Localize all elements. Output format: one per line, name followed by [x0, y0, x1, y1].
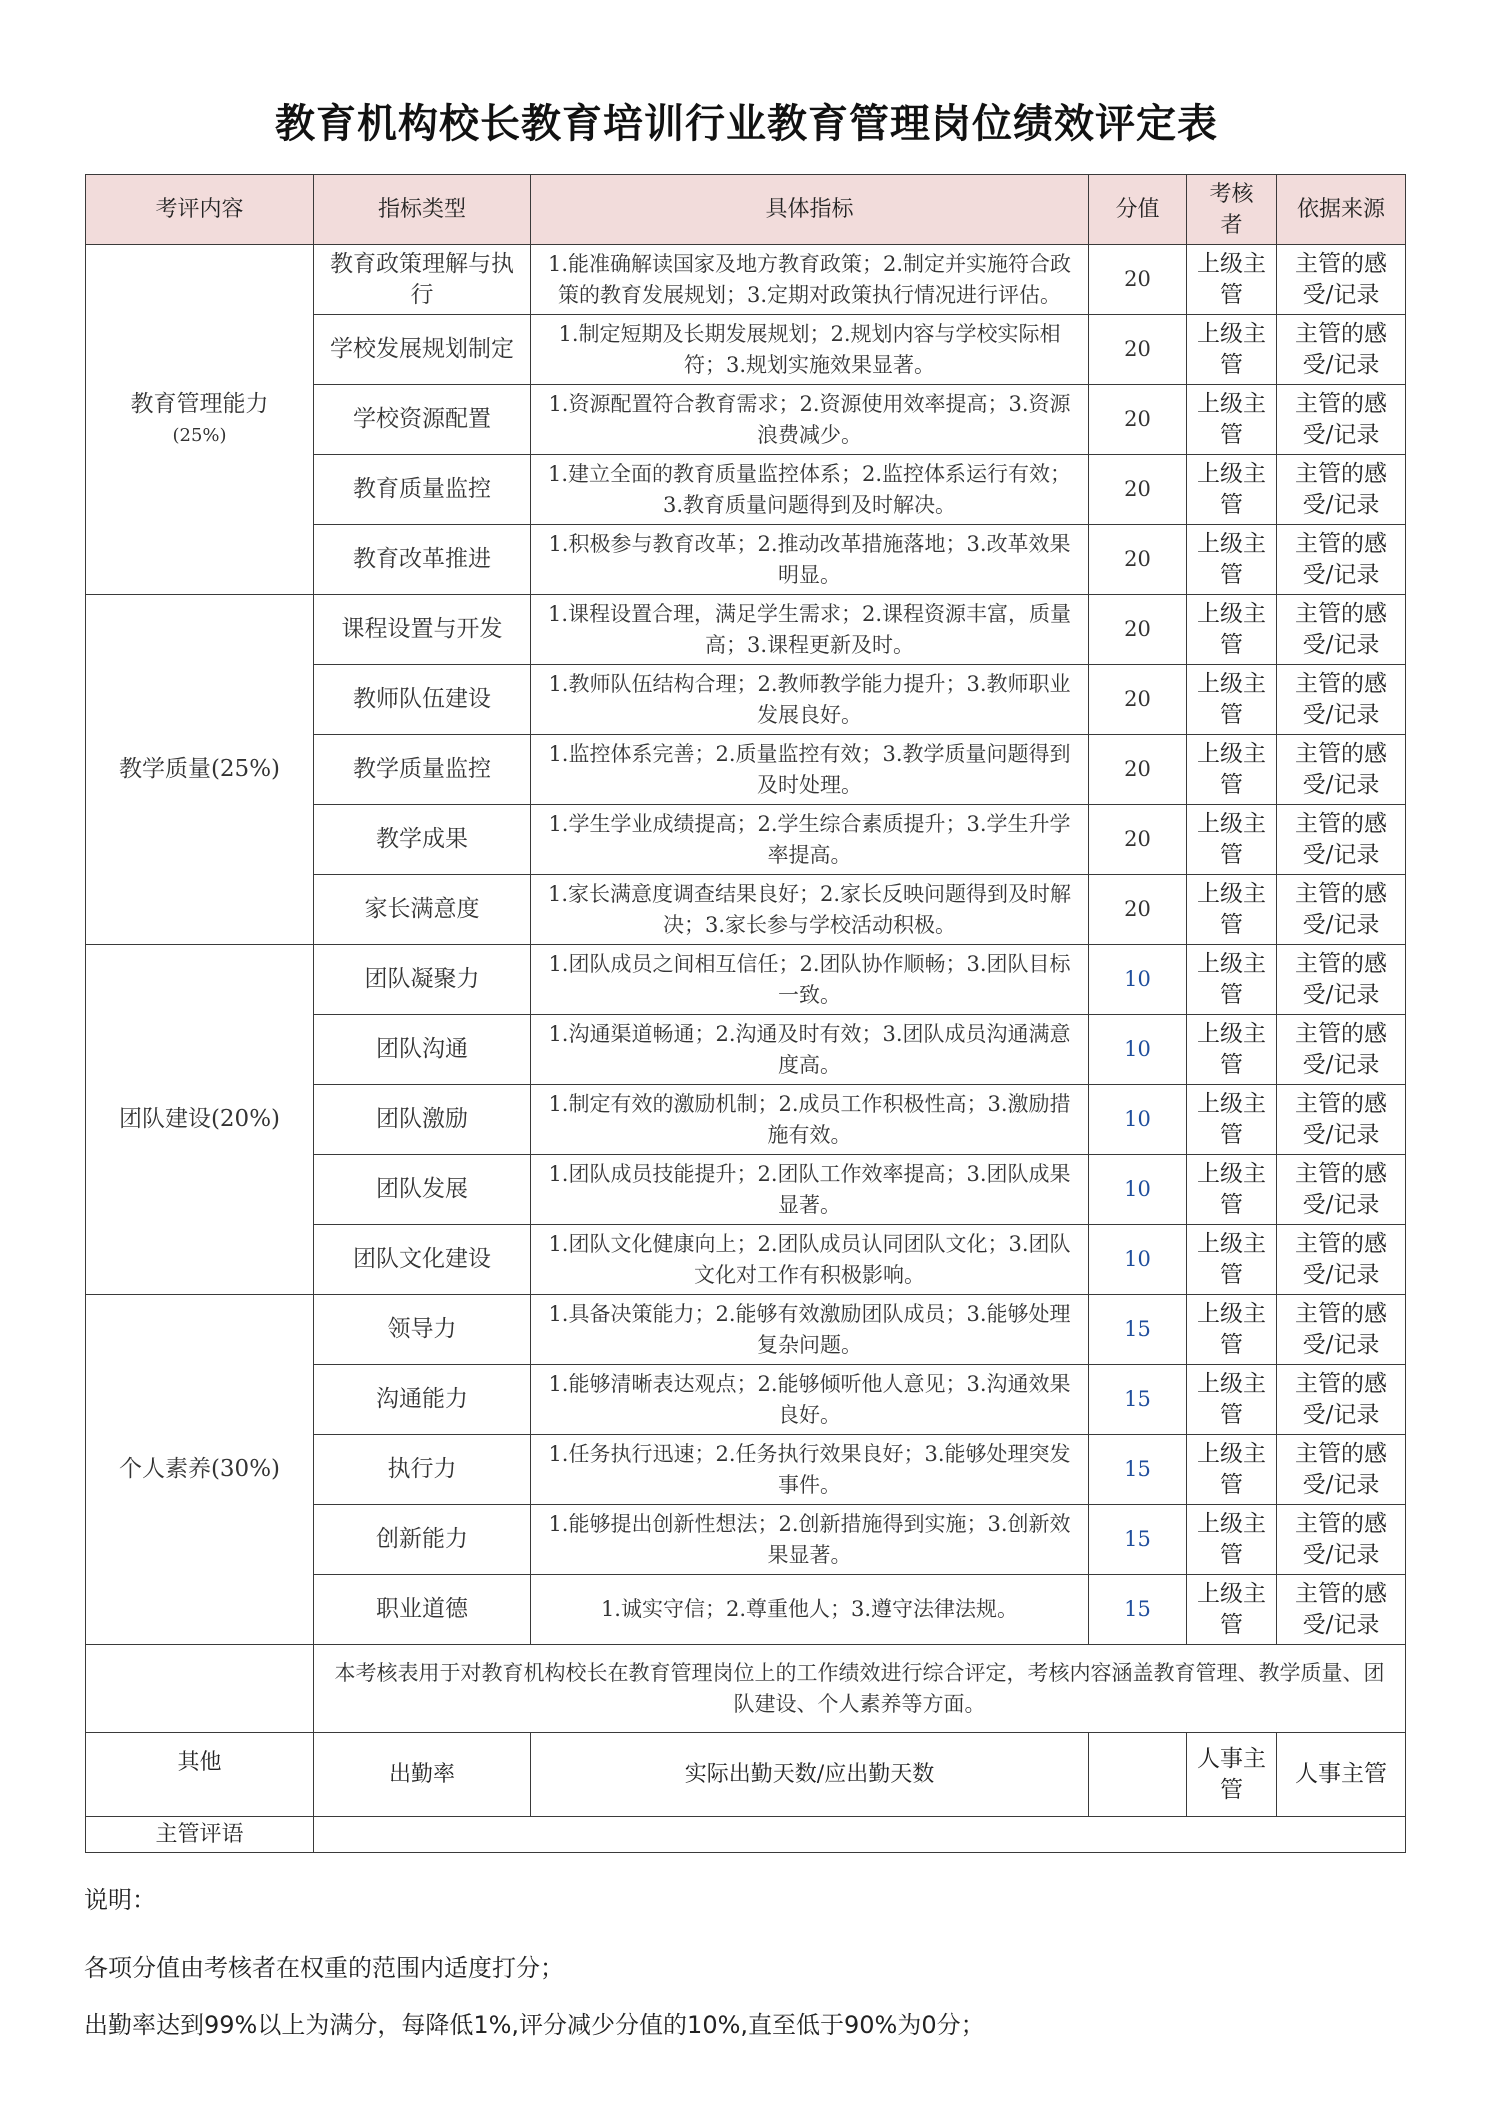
indicator-assessor: 上级主管: [1187, 385, 1277, 455]
indicator-score: 20: [1089, 735, 1187, 805]
indicator-assessor: 上级主管: [1187, 525, 1277, 595]
indicator-detail: 1.诚实守信；2.尊重他人；3.遵守法律法规。: [531, 1575, 1089, 1645]
indicator-detail: 1.监控体系完善；2.质量监控有效；3.教学质量问题得到及时处理。: [531, 735, 1089, 805]
indicator-source: 主管的感受/记录: [1277, 455, 1406, 525]
indicator-source: 主管的感受/记录: [1277, 595, 1406, 665]
indicator-detail: 1.制定有效的激励机制；2.成员工作积极性高；3.激励措施有效。: [531, 1085, 1089, 1155]
attendance-row: [86, 1733, 1406, 1817]
indicator-source: 主管的感受/记录: [1277, 735, 1406, 805]
indicator-type: 学校发展规划制定: [314, 315, 531, 385]
category-cell: [86, 945, 314, 1295]
summary-row: [86, 1645, 1406, 1733]
indicator-source: 主管的感受/记录: [1277, 245, 1406, 315]
indicator-assessor: 上级主管: [1187, 1435, 1277, 1505]
notes-section: [84, 1880, 1414, 2040]
indicator-score: 20: [1089, 385, 1187, 455]
header-detail: 具体指标: [531, 175, 1089, 245]
notes-label: 说明：: [84, 1886, 156, 1914]
indicator-type: 团队发展: [314, 1155, 531, 1225]
indicator-detail: 1.能够清晰表达观点；2.能够倾听他人意见；3.沟通效果良好。: [531, 1365, 1089, 1435]
indicator-detail: 1.沟通渠道畅通；2.沟通及时有效；3.团队成员沟通满意度高。: [531, 1015, 1089, 1085]
indicator-detail: 1.能准确解读国家及地方教育政策；2.制定并实施符合政策的教育发展规划；3.定期对政策执行情况进行评估。: [531, 245, 1089, 315]
indicator-score: 10: [1089, 1155, 1187, 1225]
category-cell: [86, 1295, 314, 1645]
indicator-type: 家长满意度: [314, 875, 531, 945]
indicator-type: 团队沟通: [314, 1015, 531, 1085]
indicator-detail: 1.制定短期及长期发展规划；2.规划内容与学校实际相符；3.规划实施效果显著。: [531, 315, 1089, 385]
indicator-assessor: 上级主管: [1187, 735, 1277, 805]
indicator-detail: 1.资源配置符合教育需求；2.资源使用效率提高；3.资源浪费减少。: [531, 385, 1089, 455]
indicator-detail: 1.教师队伍结构合理；2.教师教学能力提升；3.教师职业发展良好。: [531, 665, 1089, 735]
indicator-source: 主管的感受/记录: [1277, 805, 1406, 875]
indicator-score: 20: [1089, 875, 1187, 945]
indicator-detail: 1.能够提出创新性想法；2.创新措施得到实施；3.创新效果显著。: [531, 1505, 1089, 1575]
table-row: [86, 245, 1406, 315]
indicator-detail: 1.建立全面的教育质量监控体系；2.监控体系运行有效；3.教育质量问题得到及时解决。: [531, 455, 1089, 525]
category-cell: [86, 245, 314, 595]
indicator-source: 主管的感受/记录: [1277, 315, 1406, 385]
indicator-assessor: 上级主管: [1187, 875, 1277, 945]
indicator-score: 20: [1089, 525, 1187, 595]
indicator-detail: 1.家长满意度调查结果良好；2.家长反映问题得到及时解决；3.家长参与学校活动积极。: [531, 875, 1089, 945]
indicator-assessor: 上级主管: [1187, 945, 1277, 1015]
comment-row: [86, 1817, 1406, 1853]
other-label: 其他: [86, 1733, 314, 1817]
indicator-score: 20: [1089, 665, 1187, 735]
table-row: [86, 945, 1406, 1015]
indicator-score: 10: [1089, 1015, 1187, 1085]
indicator-score: 15: [1089, 1295, 1187, 1365]
attendance-type: 出勤率: [314, 1733, 531, 1817]
indicator-score: 10: [1089, 1225, 1187, 1295]
indicator-detail: 1.团队文化健康向上；2.团队成员认同团队文化；3.团队文化对工作有积极影响。: [531, 1225, 1089, 1295]
indicator-assessor: 上级主管: [1187, 1295, 1277, 1365]
indicator-source: 主管的感受/记录: [1277, 1225, 1406, 1295]
comment-field[interactable]: [314, 1817, 1406, 1853]
indicator-assessor: 上级主管: [1187, 1505, 1277, 1575]
summary-note: 本考核表用于对教育机构校长在教育管理岗位上的工作绩效进行综合评定，考核内容涵盖教育管理、教学质量、团队建设、个人素养等方面。: [314, 1645, 1406, 1733]
page-title: 教育机构校长教育培训行业教育管理岗位绩效评定表: [275, 101, 1218, 147]
indicator-type: 创新能力: [314, 1505, 531, 1575]
indicator-score: 10: [1089, 945, 1187, 1015]
comment-label: 主管评语: [86, 1817, 314, 1853]
indicator-type: 领导力: [314, 1295, 531, 1365]
header-content: 考评内容: [86, 175, 314, 245]
indicator-type: 教学质量监控: [314, 735, 531, 805]
indicator-score: 15: [1089, 1575, 1187, 1645]
indicator-score: 20: [1089, 595, 1187, 665]
indicator-score: 20: [1089, 245, 1187, 315]
indicator-score: 20: [1089, 805, 1187, 875]
indicator-type: 教学成果: [314, 805, 531, 875]
indicator-source: 主管的感受/记录: [1277, 1575, 1406, 1645]
table-header-row: [86, 175, 1406, 245]
attendance-detail: 实际出勤天数/应出勤天数: [531, 1733, 1089, 1817]
indicator-source: 主管的感受/记录: [1277, 1015, 1406, 1085]
indicator-score: 15: [1089, 1435, 1187, 1505]
indicator-source: 主管的感受/记录: [1277, 875, 1406, 945]
indicator-source: 主管的感受/记录: [1277, 1085, 1406, 1155]
evaluation-table-body: [86, 175, 1406, 1853]
indicator-type: 课程设置与开发: [314, 595, 531, 665]
indicator-type: 沟通能力: [314, 1365, 531, 1435]
indicator-type: 教育改革推进: [314, 525, 531, 595]
indicator-source: 主管的感受/记录: [1277, 385, 1406, 455]
evaluation-table: [85, 174, 1406, 1853]
indicator-score: 10: [1089, 1085, 1187, 1155]
indicator-score: 15: [1089, 1365, 1187, 1435]
indicator-source: 主管的感受/记录: [1277, 1365, 1406, 1435]
attendance-score: [1089, 1733, 1187, 1817]
indicator-score: 20: [1089, 315, 1187, 385]
indicator-assessor: 上级主管: [1187, 1225, 1277, 1295]
summary-empty-cell: [86, 1645, 314, 1733]
indicator-source: 主管的感受/记录: [1277, 665, 1406, 735]
indicator-detail: 1.学生学业成绩提高；2.学生综合素质提升；3.学生升学率提高。: [531, 805, 1089, 875]
indicator-detail: 1.团队成员之间相互信任；2.团队协作顺畅；3.团队目标一致。: [531, 945, 1089, 1015]
category-name: 教育管理能力: [130, 390, 269, 417]
indicator-type: 教师队伍建设: [314, 665, 531, 735]
indicator-assessor: 上级主管: [1187, 665, 1277, 735]
indicator-assessor: 上级主管: [1187, 805, 1277, 875]
indicator-type: 学校资源配置: [314, 385, 531, 455]
attendance-source: 人事主管: [1277, 1733, 1406, 1817]
indicator-assessor: 上级主管: [1187, 1015, 1277, 1085]
indicator-detail: 1.课程设置合理，满足学生需求；2.课程资源丰富，质量高；3.课程更新及时。: [531, 595, 1089, 665]
indicator-detail: 1.积极参与教育改革；2.推动改革措施落地；3.改革效果明显。: [531, 525, 1089, 595]
header-source: 依据来源: [1277, 175, 1406, 245]
category-weight: (25%): [172, 424, 227, 446]
table-row: [86, 595, 1406, 665]
indicator-type: 教育政策理解与执行: [314, 245, 531, 315]
indicator-type: 团队凝聚力: [314, 945, 531, 1015]
attendance-assessor: 人事主管: [1187, 1733, 1277, 1817]
indicator-assessor: 上级主管: [1187, 1155, 1277, 1225]
indicator-source: 主管的感受/记录: [1277, 1155, 1406, 1225]
indicator-type: 职业道德: [314, 1575, 531, 1645]
indicator-assessor: 上级主管: [1187, 315, 1277, 385]
indicator-type: 教育质量监控: [314, 455, 531, 525]
indicator-assessor: 上级主管: [1187, 1365, 1277, 1435]
indicator-assessor: 上级主管: [1187, 1575, 1277, 1645]
indicator-score: 15: [1089, 1505, 1187, 1575]
indicator-source: 主管的感受/记录: [1277, 1295, 1406, 1365]
category-name: 团队建设(20%): [118, 1106, 281, 1132]
indicator-type: 执行力: [314, 1435, 531, 1505]
table-row: [86, 1295, 1406, 1365]
header-type: 指标类型: [314, 175, 531, 245]
indicator-assessor: 上级主管: [1187, 455, 1277, 525]
indicator-assessor: 上级主管: [1187, 595, 1277, 665]
indicator-detail: 1.团队成员技能提升；2.团队工作效率提高；3.团队成果显著。: [531, 1155, 1089, 1225]
indicator-source: 主管的感受/记录: [1277, 525, 1406, 595]
category-name: 教学质量(25%): [118, 756, 281, 782]
notes-line: 各项分值由考核者在权重的范围内适度打分；: [84, 1954, 564, 1982]
indicator-assessor: 上级主管: [1187, 245, 1277, 315]
indicator-assessor: 上级主管: [1187, 1085, 1277, 1155]
indicator-type: 团队激励: [314, 1085, 531, 1155]
indicator-detail: 1.具备决策能力；2.能够有效激励团队成员；3.能够处理复杂问题。: [531, 1295, 1089, 1365]
indicator-detail: 1.任务执行迅速；2.任务执行效果良好；3.能够处理突发事件。: [531, 1435, 1089, 1505]
indicator-source: 主管的感受/记录: [1277, 1505, 1406, 1575]
indicator-source: 主管的感受/记录: [1277, 1435, 1406, 1505]
indicator-score: 20: [1089, 455, 1187, 525]
category-name: 个人素养(30%): [118, 1456, 281, 1482]
header-assessor: 考核者: [1187, 175, 1277, 245]
indicator-source: 主管的感受/记录: [1277, 945, 1406, 1015]
header-score: 分值: [1089, 175, 1187, 245]
notes-line: 出勤率达到99%以上为满分，每降低1%,评分减少分值的10%,直至低于90%为0分；: [84, 2011, 985, 2039]
indicator-type: 团队文化建设: [314, 1225, 531, 1295]
category-cell: [86, 595, 314, 945]
